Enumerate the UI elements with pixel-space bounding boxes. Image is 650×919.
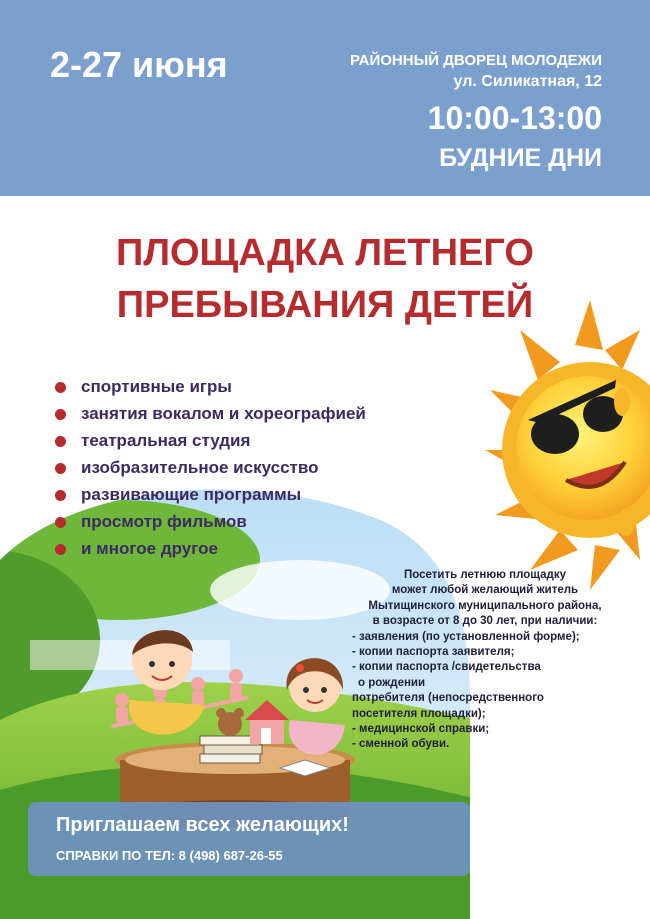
list-item: и многое другое bbox=[55, 538, 366, 565]
info-requirement: посетителя площадки); bbox=[352, 707, 486, 720]
list-item: развивающие программы bbox=[55, 484, 366, 511]
activities-list bbox=[55, 376, 366, 565]
info-intro-line: может любой желающий житель bbox=[391, 584, 579, 597]
bullet-dot-icon bbox=[55, 517, 66, 528]
venue-address: ул. Силикатная, 12 bbox=[453, 73, 602, 90]
poster-title-line-1: ПЛОЩАДКА ЛЕТНЕГО bbox=[116, 232, 534, 274]
info-intro-line: Посетить летнюю площадку bbox=[403, 569, 566, 581]
event-hours: 10:00-13:00 bbox=[427, 100, 602, 136]
invitation-text: Приглашаем всех желающих! bbox=[56, 814, 349, 836]
eligibility-info bbox=[340, 568, 630, 753]
info-requirement: - сменной обуви. bbox=[352, 738, 450, 751]
bullet-dot-icon bbox=[55, 463, 66, 474]
info-requirement: - заявления (по установленной форме); bbox=[352, 630, 580, 643]
info-requirement: - копии паспорта /свидетельства bbox=[352, 661, 541, 674]
poster-title-line-2: ПРЕБЫВАНИЯ ДЕТЕЙ bbox=[116, 284, 534, 326]
info-requirement: потребителя (непосредственного bbox=[352, 692, 544, 705]
event-days: БУДНИЕ ДНИ bbox=[439, 144, 602, 172]
contact-phone: СПРАВКИ ПО ТЕЛ: 8 (498) 687-26-55 bbox=[56, 848, 283, 863]
list-item: спортивные игры bbox=[55, 376, 366, 403]
sun-with-sunglasses-illustration bbox=[485, 300, 650, 590]
info-requirement: о рождении bbox=[358, 676, 426, 689]
bullet-dot-icon bbox=[55, 544, 66, 555]
list-item: занятия вокалом и хореографией bbox=[55, 403, 366, 430]
event-dates: 2-27 июня bbox=[50, 44, 228, 85]
info-intro-line: Мытищинского муниципального района, bbox=[368, 599, 602, 612]
info-requirement: - медицинской справки; bbox=[352, 723, 490, 736]
info-intro-line: в возрасте от 8 до 30 лет, при наличии: bbox=[372, 615, 598, 628]
list-item: театральная студия bbox=[55, 430, 366, 457]
bullet-dot-icon bbox=[55, 382, 66, 393]
venue-name: РАЙОННЫЙ ДВОРЕЦ МОЛОДЕЖИ bbox=[349, 52, 602, 69]
list-item: изобразительное искусство bbox=[55, 457, 366, 484]
bullet-dot-icon bbox=[55, 436, 66, 447]
bullet-dot-icon bbox=[55, 409, 66, 420]
list-item: просмотр фильмов bbox=[55, 511, 366, 538]
bullet-dot-icon bbox=[55, 490, 66, 501]
info-requirement: - копии паспорта заявителя; bbox=[352, 646, 515, 659]
